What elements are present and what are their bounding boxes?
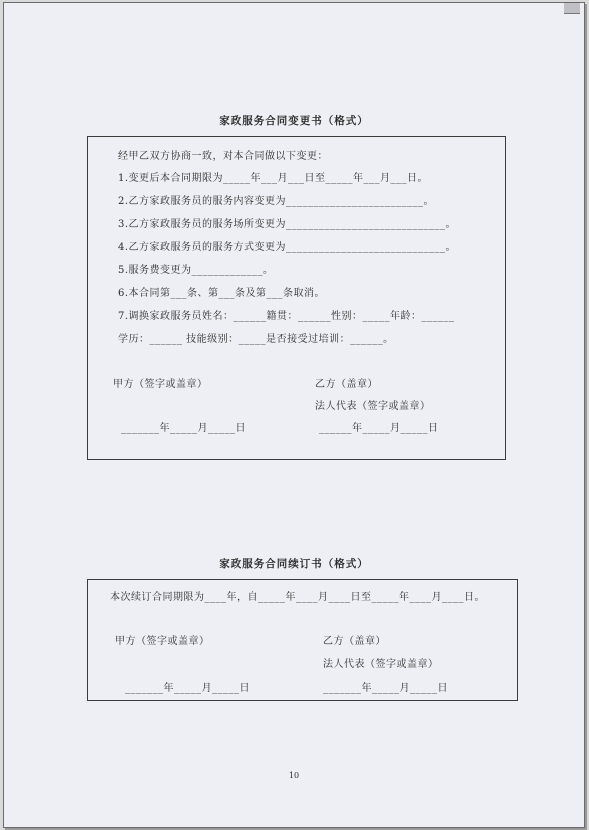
legal-rep-label: 法人代表（签字或盖章） (323, 659, 439, 670)
party-a-label: 甲方（签字或盖章） (113, 379, 208, 390)
clause-1: 1.变更后本合同期限为_____年___月___日至_____年___月___日。 (118, 173, 429, 184)
clause-3: 3.乙方家政服务员的服务场所变更为_____________________________。 (118, 219, 457, 230)
clause-7-cont: 学历：______ 技能级别：_____是否接受过培训：______。 (118, 334, 394, 345)
renewal-agreement-title: 家政服务合同续订书（格式） (219, 558, 369, 570)
party-a-date: _______年_____月_____日 (125, 683, 250, 694)
party-a-date: _______年_____月_____日 (121, 423, 246, 434)
party-b-label: 乙方（盖章） (323, 636, 386, 647)
intro-line: 经甲乙双方协商一致，对本合同做以下变更： (118, 151, 328, 162)
change-agreement-box (87, 136, 506, 460)
party-b-label: 乙方（盖章） (315, 379, 378, 390)
page-number: 10 (288, 771, 300, 780)
party-a-label: 甲方（签字或盖章） (115, 636, 210, 647)
renewal-agreement-box (87, 579, 518, 701)
clause-6: 6.本合同第___条、第___条及第___条取消。 (118, 288, 326, 299)
document-page (3, 2, 585, 828)
legal-rep-label: 法人代表（签字或盖章） (315, 401, 431, 412)
party-b-date: _______年_____月_____日 (323, 683, 448, 694)
clause-2: 2.乙方家政服务员的服务内容变更为_________________________。 (118, 196, 435, 207)
page-corner (564, 3, 580, 14)
clause-4: 4.乙方家政服务员的服务方式变更为_____________________________。 (118, 242, 457, 253)
renewal-term-line: 本次续订合同期限为____年，自_____年____月____日至_____年____月____日。 (110, 592, 485, 603)
clause-7: 7.调换家政服务员姓名：______籍贯：______性别：_____年龄：______ (118, 311, 455, 322)
party-b-date: ______年_____月_____日 (319, 423, 439, 434)
clause-5: 5.服务费变更为_____________。 (118, 265, 274, 276)
change-agreement-title: 家政服务合同变更书（格式） (219, 115, 369, 127)
